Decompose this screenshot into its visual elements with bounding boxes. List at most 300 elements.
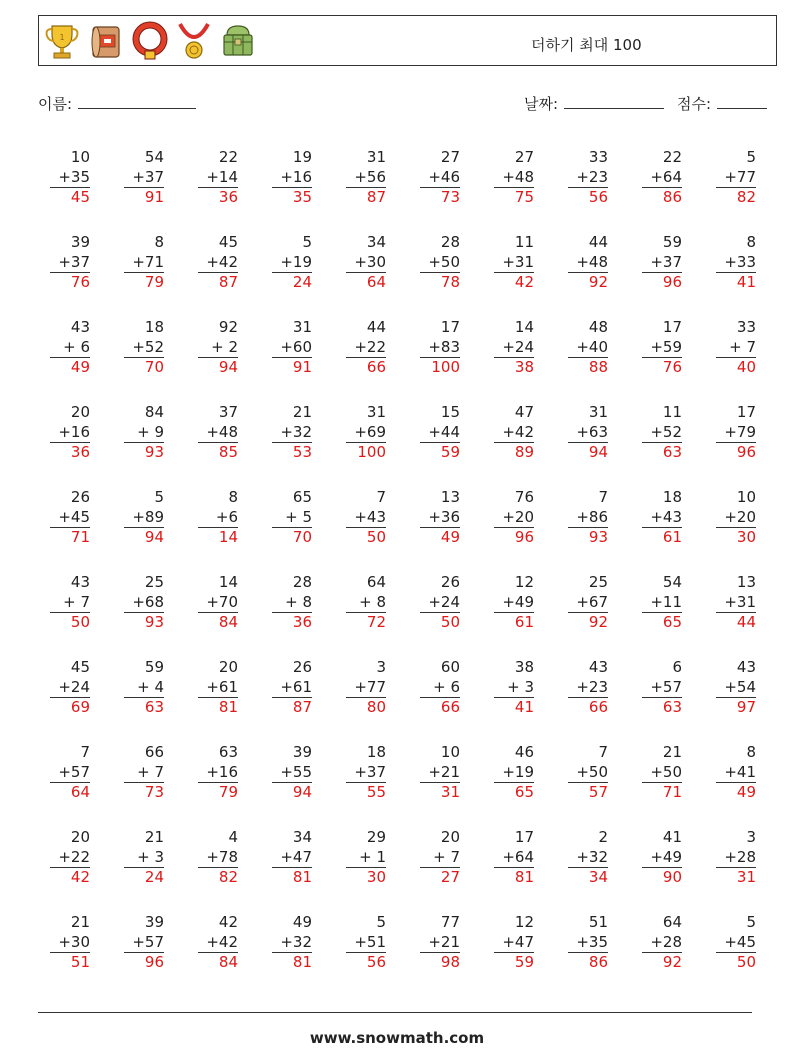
addition-problem xyxy=(716,318,756,378)
answer: 73 xyxy=(420,187,460,208)
first-addend: 18 xyxy=(144,318,164,336)
first-addend: 13 xyxy=(440,488,460,506)
first-addend: 21 xyxy=(292,403,312,421)
addition-problem xyxy=(642,403,682,463)
answer: 89 xyxy=(494,442,534,463)
second-addend: +31 xyxy=(502,252,534,271)
answer: 72 xyxy=(346,612,386,633)
second-addend: +24 xyxy=(428,592,460,611)
answer: 92 xyxy=(568,272,608,293)
addition-problem xyxy=(124,658,164,718)
first-addend: 28 xyxy=(292,573,312,591)
second-addend: +56 xyxy=(354,167,386,186)
answer: 49 xyxy=(420,527,460,548)
first-addend: 38 xyxy=(514,658,534,676)
second-addend: +16 xyxy=(58,422,90,441)
first-addend: 11 xyxy=(662,403,682,421)
second-addend: +41 xyxy=(724,762,756,781)
first-addend: 6 xyxy=(672,658,682,676)
answer: 41 xyxy=(716,272,756,293)
addition-problem xyxy=(198,233,238,293)
answer: 61 xyxy=(642,527,682,548)
addition-problem xyxy=(50,318,90,378)
first-addend: 10 xyxy=(736,488,756,506)
first-addend: 25 xyxy=(588,573,608,591)
second-addend: + 2 xyxy=(211,337,238,356)
second-addend: +36 xyxy=(428,507,460,526)
second-addend: +35 xyxy=(576,932,608,951)
answer: 88 xyxy=(568,357,608,378)
addition-problem xyxy=(198,488,238,548)
second-addend: + 7 xyxy=(729,337,756,356)
footer-site: www.snowmath.com xyxy=(309,1029,485,1047)
score-blank xyxy=(717,93,767,109)
addition-problem xyxy=(420,233,460,293)
second-addend: +59 xyxy=(650,337,682,356)
addition-problem xyxy=(346,488,386,548)
answer: 40 xyxy=(716,357,756,378)
date-field xyxy=(524,93,664,114)
addition-problem xyxy=(272,318,312,378)
first-addend: 19 xyxy=(292,148,312,166)
addition-problem xyxy=(494,233,534,293)
addition-problem xyxy=(494,318,534,378)
second-addend: +32 xyxy=(576,847,608,866)
name-blank xyxy=(78,93,196,109)
first-addend: 77 xyxy=(440,913,460,931)
addition-problem xyxy=(272,403,312,463)
first-addend: 7 xyxy=(598,488,608,506)
addition-problem xyxy=(50,148,90,208)
first-addend: 5 xyxy=(302,233,312,251)
answer: 63 xyxy=(642,442,682,463)
answer: 81 xyxy=(272,867,312,888)
answer: 92 xyxy=(642,952,682,973)
second-addend: +32 xyxy=(280,932,312,951)
answer: 56 xyxy=(568,187,608,208)
answer: 36 xyxy=(50,442,90,463)
second-addend: +21 xyxy=(428,932,460,951)
answer: 100 xyxy=(346,442,386,463)
addition-problem xyxy=(346,403,386,463)
answer: 65 xyxy=(642,612,682,633)
addition-problem xyxy=(50,913,90,973)
first-addend: 3 xyxy=(746,828,756,846)
first-addend: 33 xyxy=(588,148,608,166)
addition-problem xyxy=(568,658,608,718)
second-addend: +55 xyxy=(280,762,312,781)
second-addend: +32 xyxy=(280,422,312,441)
answer: 50 xyxy=(50,612,90,633)
answer: 70 xyxy=(124,357,164,378)
answer: 34 xyxy=(568,867,608,888)
second-addend: +50 xyxy=(428,252,460,271)
second-addend: +6 xyxy=(215,507,238,526)
first-addend: 7 xyxy=(376,488,386,506)
second-addend: +28 xyxy=(650,932,682,951)
second-addend: +11 xyxy=(650,592,682,611)
addition-problem xyxy=(642,913,682,973)
second-addend: + 3 xyxy=(507,677,534,696)
second-addend: +46 xyxy=(428,167,460,186)
first-addend: 14 xyxy=(514,318,534,336)
addition-problem xyxy=(568,828,608,888)
first-addend: 26 xyxy=(440,573,460,591)
first-addend: 10 xyxy=(440,743,460,761)
second-addend: +45 xyxy=(724,932,756,951)
answer: 61 xyxy=(494,612,534,633)
second-addend: + 5 xyxy=(285,507,312,526)
answer: 66 xyxy=(420,697,460,718)
first-addend: 13 xyxy=(736,573,756,591)
header-icons xyxy=(43,20,257,62)
answer: 91 xyxy=(272,357,312,378)
answer: 82 xyxy=(716,187,756,208)
addition-problem xyxy=(568,148,608,208)
first-addend: 14 xyxy=(218,573,238,591)
worksheet-title: 더하기 최대 100 xyxy=(531,36,642,54)
answer: 94 xyxy=(568,442,608,463)
second-addend: + 8 xyxy=(285,592,312,611)
first-addend: 44 xyxy=(366,318,386,336)
worksheet-header xyxy=(38,15,777,66)
first-addend: 51 xyxy=(588,913,608,931)
first-addend: 43 xyxy=(588,658,608,676)
addition-problem xyxy=(124,403,164,463)
second-addend: +30 xyxy=(58,932,90,951)
answer: 98 xyxy=(420,952,460,973)
addition-problem xyxy=(642,148,682,208)
answer: 66 xyxy=(568,697,608,718)
answer: 55 xyxy=(346,782,386,803)
second-addend: +52 xyxy=(650,422,682,441)
second-addend: + 3 xyxy=(137,847,164,866)
addition-problem xyxy=(716,403,756,463)
first-addend: 47 xyxy=(514,403,534,421)
second-addend: + 8 xyxy=(359,592,386,611)
second-addend: +24 xyxy=(502,337,534,356)
addition-problem xyxy=(568,318,608,378)
addition-problem xyxy=(272,658,312,718)
second-addend: +50 xyxy=(576,762,608,781)
first-addend: 27 xyxy=(514,148,534,166)
second-addend: +64 xyxy=(502,847,534,866)
addition-problem xyxy=(198,828,238,888)
first-addend: 17 xyxy=(662,318,682,336)
second-addend: +79 xyxy=(724,422,756,441)
first-addend: 4 xyxy=(228,828,238,846)
addition-problem xyxy=(198,913,238,973)
first-addend: 39 xyxy=(292,743,312,761)
first-addend: 45 xyxy=(218,233,238,251)
second-addend: +37 xyxy=(58,252,90,271)
addition-problem xyxy=(50,828,90,888)
first-addend: 43 xyxy=(70,318,90,336)
first-addend: 41 xyxy=(662,828,682,846)
first-addend: 8 xyxy=(746,743,756,761)
first-addend: 20 xyxy=(70,828,90,846)
second-addend: +70 xyxy=(206,592,238,611)
addition-problem xyxy=(494,658,534,718)
addition-problem xyxy=(124,913,164,973)
second-addend: +47 xyxy=(280,847,312,866)
second-addend: +69 xyxy=(354,422,386,441)
first-addend: 92 xyxy=(218,318,238,336)
first-addend: 66 xyxy=(144,743,164,761)
second-addend: +19 xyxy=(502,762,534,781)
answer: 71 xyxy=(642,782,682,803)
addition-problem xyxy=(272,743,312,803)
answer: 100 xyxy=(420,357,460,378)
answer: 30 xyxy=(346,867,386,888)
addition-problem xyxy=(568,488,608,548)
second-addend: +48 xyxy=(576,252,608,271)
answer: 92 xyxy=(568,612,608,633)
addition-problem xyxy=(494,403,534,463)
second-addend: +86 xyxy=(576,507,608,526)
ring-buoy-icon xyxy=(131,20,169,62)
answer: 79 xyxy=(124,272,164,293)
first-addend: 25 xyxy=(144,573,164,591)
addition-problem xyxy=(716,233,756,293)
answer: 50 xyxy=(420,612,460,633)
first-addend: 54 xyxy=(144,148,164,166)
second-addend: +49 xyxy=(502,592,534,611)
first-addend: 17 xyxy=(514,828,534,846)
second-addend: +16 xyxy=(206,762,238,781)
second-addend: + 1 xyxy=(359,847,386,866)
first-addend: 21 xyxy=(662,743,682,761)
first-addend: 8 xyxy=(154,233,164,251)
addition-problem xyxy=(198,148,238,208)
first-addend: 22 xyxy=(662,148,682,166)
first-addend: 54 xyxy=(662,573,682,591)
second-addend: +22 xyxy=(354,337,386,356)
addition-problem xyxy=(124,828,164,888)
second-addend: +43 xyxy=(354,507,386,526)
second-addend: +57 xyxy=(650,677,682,696)
first-addend: 29 xyxy=(366,828,386,846)
second-addend: +20 xyxy=(724,507,756,526)
first-addend: 42 xyxy=(218,913,238,931)
second-addend: +20 xyxy=(502,507,534,526)
second-addend: +47 xyxy=(502,932,534,951)
second-addend: +48 xyxy=(502,167,534,186)
answer: 66 xyxy=(346,357,386,378)
addition-problem xyxy=(346,743,386,803)
answer: 69 xyxy=(50,697,90,718)
second-addend: + 7 xyxy=(137,762,164,781)
addition-problem xyxy=(494,488,534,548)
second-addend: + 7 xyxy=(63,592,90,611)
first-addend: 33 xyxy=(736,318,756,336)
second-addend: +42 xyxy=(502,422,534,441)
second-addend: + 4 xyxy=(137,677,164,696)
addition-problem xyxy=(716,658,756,718)
answer: 93 xyxy=(124,442,164,463)
answer: 31 xyxy=(716,867,756,888)
addition-problem xyxy=(420,743,460,803)
second-addend: +28 xyxy=(724,847,756,866)
addition-problem xyxy=(420,318,460,378)
answer: 31 xyxy=(420,782,460,803)
addition-problem xyxy=(568,573,608,633)
answer: 44 xyxy=(716,612,756,633)
addition-problem xyxy=(642,318,682,378)
first-addend: 21 xyxy=(70,913,90,931)
second-addend: +45 xyxy=(58,507,90,526)
addition-problem xyxy=(420,403,460,463)
addition-problem xyxy=(50,403,90,463)
second-addend: + 6 xyxy=(63,337,90,356)
second-addend: +51 xyxy=(354,932,386,951)
answer: 96 xyxy=(494,527,534,548)
first-addend: 8 xyxy=(746,233,756,251)
addition-problem xyxy=(642,828,682,888)
answer: 53 xyxy=(272,442,312,463)
first-addend: 20 xyxy=(218,658,238,676)
addition-problem xyxy=(50,573,90,633)
answer: 36 xyxy=(272,612,312,633)
first-addend: 17 xyxy=(736,403,756,421)
answer: 57 xyxy=(568,782,608,803)
answer: 42 xyxy=(50,867,90,888)
second-addend: +54 xyxy=(724,677,756,696)
addition-problem xyxy=(716,828,756,888)
addition-problem xyxy=(494,743,534,803)
answer: 87 xyxy=(272,697,312,718)
second-addend: +19 xyxy=(280,252,312,271)
addition-problem xyxy=(346,913,386,973)
first-addend: 20 xyxy=(440,828,460,846)
addition-problem xyxy=(642,488,682,548)
addition-problem xyxy=(494,148,534,208)
answer: 73 xyxy=(124,782,164,803)
answer: 64 xyxy=(50,782,90,803)
answer: 94 xyxy=(198,357,238,378)
answer: 51 xyxy=(50,952,90,973)
first-addend: 2 xyxy=(598,828,608,846)
trophy-icon xyxy=(43,20,81,62)
first-addend: 76 xyxy=(514,488,534,506)
addition-problem xyxy=(272,573,312,633)
answer: 71 xyxy=(50,527,90,548)
date-blank xyxy=(564,93,664,109)
first-addend: 31 xyxy=(366,148,386,166)
addition-problem xyxy=(420,148,460,208)
answer: 81 xyxy=(272,952,312,973)
addition-problem xyxy=(346,318,386,378)
second-addend: + 9 xyxy=(137,422,164,441)
first-addend: 7 xyxy=(598,743,608,761)
answer: 96 xyxy=(642,272,682,293)
addition-problem xyxy=(198,573,238,633)
second-addend: +22 xyxy=(58,847,90,866)
second-addend: +37 xyxy=(650,252,682,271)
second-addend: +63 xyxy=(576,422,608,441)
first-addend: 5 xyxy=(376,913,386,931)
first-addend: 5 xyxy=(746,148,756,166)
addition-problem xyxy=(568,403,608,463)
first-addend: 5 xyxy=(746,913,756,931)
first-addend: 64 xyxy=(662,913,682,931)
first-addend: 17 xyxy=(440,318,460,336)
answer: 91 xyxy=(124,187,164,208)
addition-problem xyxy=(716,148,756,208)
answer: 50 xyxy=(346,527,386,548)
answer: 27 xyxy=(420,867,460,888)
addition-problem xyxy=(124,318,164,378)
second-addend: +49 xyxy=(650,847,682,866)
answer: 79 xyxy=(198,782,238,803)
first-addend: 31 xyxy=(366,403,386,421)
date-label: 날짜: xyxy=(524,95,559,113)
second-addend: +77 xyxy=(724,167,756,186)
answer: 81 xyxy=(198,697,238,718)
answer: 84 xyxy=(198,612,238,633)
second-addend: +30 xyxy=(354,252,386,271)
addition-problem xyxy=(50,233,90,293)
name-label: 이름: xyxy=(38,95,73,113)
name-field xyxy=(38,93,196,114)
second-addend: +89 xyxy=(132,507,164,526)
addition-problem xyxy=(272,148,312,208)
first-addend: 43 xyxy=(70,573,90,591)
first-addend: 7 xyxy=(80,743,90,761)
second-addend: +33 xyxy=(724,252,756,271)
answer: 81 xyxy=(494,867,534,888)
answer: 78 xyxy=(420,272,460,293)
second-addend: + 7 xyxy=(433,847,460,866)
first-addend: 64 xyxy=(366,573,386,591)
first-addend: 5 xyxy=(154,488,164,506)
answer: 35 xyxy=(272,187,312,208)
second-addend: +40 xyxy=(576,337,608,356)
first-addend: 48 xyxy=(588,318,608,336)
addition-problem xyxy=(272,828,312,888)
second-addend: +42 xyxy=(206,252,238,271)
second-addend: +61 xyxy=(206,677,238,696)
answer: 86 xyxy=(642,187,682,208)
answer: 63 xyxy=(642,697,682,718)
answer: 94 xyxy=(272,782,312,803)
answer: 49 xyxy=(50,357,90,378)
first-addend: 12 xyxy=(514,573,534,591)
addition-problem xyxy=(272,913,312,973)
answer: 87 xyxy=(198,272,238,293)
second-addend: +61 xyxy=(280,677,312,696)
addition-problem xyxy=(642,743,682,803)
footer-divider xyxy=(38,1012,752,1013)
second-addend: +50 xyxy=(650,762,682,781)
second-addend: +68 xyxy=(132,592,164,611)
answer: 82 xyxy=(198,867,238,888)
answer: 56 xyxy=(346,952,386,973)
first-addend: 3 xyxy=(376,658,386,676)
answer: 97 xyxy=(716,697,756,718)
addition-problem xyxy=(50,658,90,718)
second-addend: +48 xyxy=(206,422,238,441)
addition-problem xyxy=(716,913,756,973)
second-addend: +52 xyxy=(132,337,164,356)
answer: 45 xyxy=(50,187,90,208)
second-addend: +35 xyxy=(58,167,90,186)
first-addend: 31 xyxy=(588,403,608,421)
second-addend: +16 xyxy=(280,167,312,186)
first-addend: 22 xyxy=(218,148,238,166)
addition-problem xyxy=(346,148,386,208)
first-addend: 37 xyxy=(218,403,238,421)
